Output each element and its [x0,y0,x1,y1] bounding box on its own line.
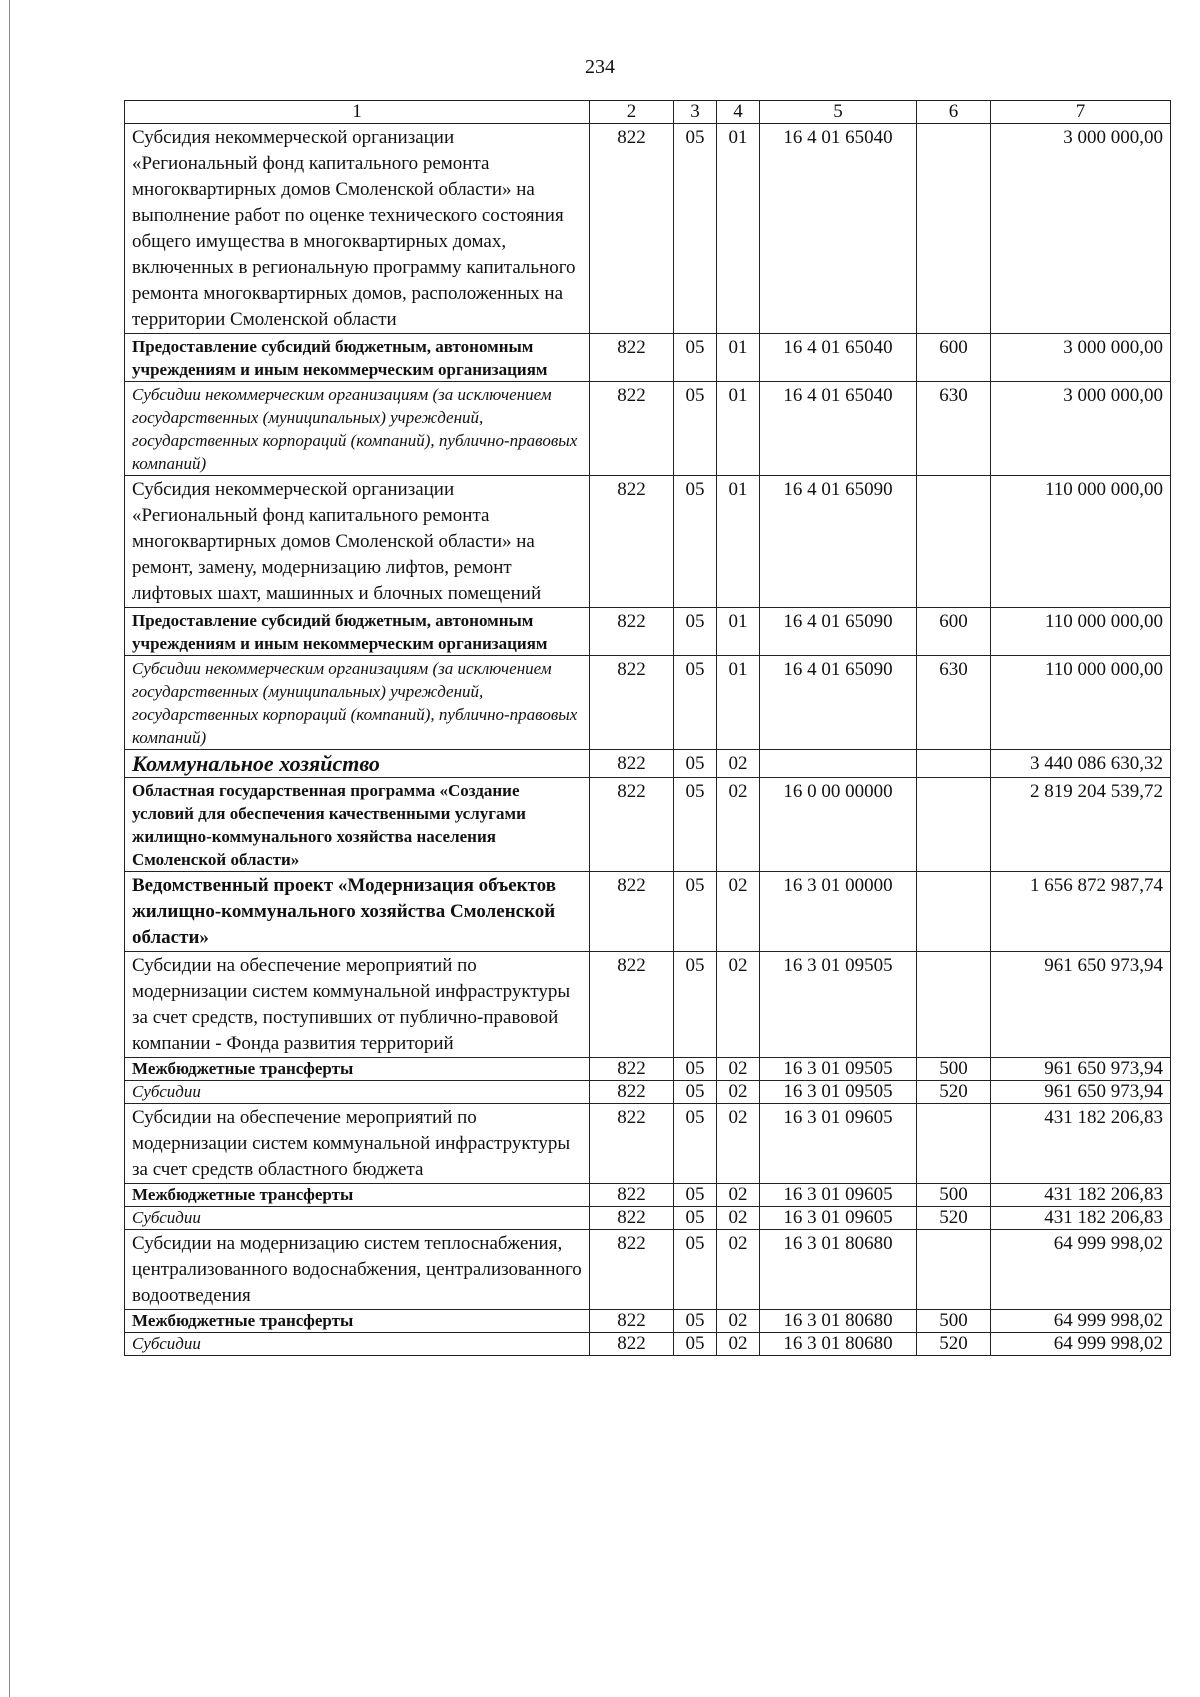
row-subsection-code: 02 [717,1310,760,1333]
row-subsection-code: 02 [717,1104,760,1184]
table-row [125,1081,1171,1104]
row-description: Субсидия некоммерческой организации «Региональный фонд капитального ремонта многоквартирных домов Смоленской области» на выполнение работ по оценке технического состояния общего имущества в многоквартирных домах, включенных в региональную программу капитального ремонта многоквартирных домов, расположенных на территории Смоленской области [125,124,590,334]
row-target-article: 16 4 01 65090 [760,656,917,750]
row-ministry-code: 822 [590,750,674,778]
row-ministry-code: 822 [590,1104,674,1184]
row-description: Субсидии некоммерческим организациям (за исключением государственных (муниципальных) учреждений, государственных корпораций (компаний), публично-правовых компаний) [125,382,590,476]
row-subsection-code: 02 [717,952,760,1058]
row-ministry-code: 822 [590,382,674,476]
table-row [125,608,1171,656]
row-target-article: 16 3 01 80680 [760,1310,917,1333]
row-expense-type [917,124,991,334]
row-target-article: 16 3 01 09505 [760,952,917,1058]
row-ministry-code: 822 [590,1230,674,1310]
column-header: 7 [991,101,1171,124]
row-amount: 961 650 973,94 [991,952,1171,1058]
row-amount: 961 650 973,94 [991,1058,1171,1081]
table-row [125,334,1171,382]
row-subsection-code: 02 [717,1184,760,1207]
row-description: Субсидии некоммерческим организациям (за исключением государственных (муниципальных) учреждений, государственных корпораций (компаний), публично-правовых компаний) [125,656,590,750]
row-section-code: 05 [674,1058,717,1081]
row-subsection-code: 02 [717,1081,760,1104]
row-subsection-code: 01 [717,382,760,476]
row-section-code: 05 [674,872,717,952]
row-section-code: 05 [674,750,717,778]
row-description: Предоставление субсидий бюджетным, автономным учреждениям и иным некоммерческим организациям [125,608,590,656]
row-expense-type: 520 [917,1207,991,1230]
row-amount: 431 182 206,83 [991,1104,1171,1184]
row-expense-type: 500 [917,1310,991,1333]
row-section-code: 05 [674,1081,717,1104]
row-ministry-code: 822 [590,1310,674,1333]
table-row [125,382,1171,476]
row-subsection-code: 01 [717,608,760,656]
scan-margin-line [9,0,10,1697]
row-expense-type: 500 [917,1058,991,1081]
table-row [125,1310,1171,1333]
row-amount: 110 000 000,00 [991,476,1171,608]
row-ministry-code: 822 [590,608,674,656]
row-description: Субсидии на обеспечение мероприятий по модернизации систем коммунальной инфраструктуры за счет средств, поступивших от публично-правовой компании - Фонда развития территорий [125,952,590,1058]
row-expense-type [917,1230,991,1310]
row-subsection-code: 02 [717,778,760,872]
row-target-article: 16 3 01 09505 [760,1081,917,1104]
row-section-code: 05 [674,1230,717,1310]
row-ministry-code: 822 [590,1333,674,1356]
row-expense-type [917,872,991,952]
page-number: 234 [585,56,615,78]
row-ministry-code: 822 [590,778,674,872]
row-expense-type: 520 [917,1333,991,1356]
table-row [125,872,1171,952]
table-row [125,1230,1171,1310]
row-subsection-code: 02 [717,872,760,952]
row-section-code: 05 [674,1333,717,1356]
row-target-article: 16 0 00 00000 [760,778,917,872]
row-ministry-code: 822 [590,872,674,952]
row-section-code: 05 [674,334,717,382]
row-ministry-code: 822 [590,1184,674,1207]
column-header: 2 [590,101,674,124]
row-target-article: 16 3 01 09605 [760,1184,917,1207]
row-subsection-code: 01 [717,476,760,608]
row-amount: 3 440 086 630,32 [991,750,1171,778]
row-target-article: 16 3 01 00000 [760,872,917,952]
table-row [125,750,1171,778]
column-header: 4 [717,101,760,124]
row-amount: 64 999 998,02 [991,1230,1171,1310]
row-subsection-code: 01 [717,334,760,382]
row-section-code: 05 [674,124,717,334]
row-subsection-code: 02 [717,1230,760,1310]
row-expense-type [917,1104,991,1184]
row-amount: 961 650 973,94 [991,1081,1171,1104]
row-section-code: 05 [674,1310,717,1333]
row-section-code: 05 [674,1104,717,1184]
row-ministry-code: 822 [590,476,674,608]
table-row [125,1184,1171,1207]
row-description: Межбюджетные трансферты [125,1184,590,1207]
row-amount: 110 000 000,00 [991,608,1171,656]
row-expense-type: 520 [917,1081,991,1104]
row-ministry-code: 822 [590,1058,674,1081]
row-ministry-code: 822 [590,124,674,334]
row-target-article: 16 3 01 80680 [760,1230,917,1310]
row-description: Областная государственная программа «Создание условий для обеспечения качественными услугами жилищно-коммунального хозяйства населения Смоленской области» [125,778,590,872]
row-description: Субсидия некоммерческой организации «Региональный фонд капитального ремонта многоквартирных домов Смоленской области» на ремонт, замену, модернизацию лифтов, ремонт лифтовых шахт, машинных и блочных помещений [125,476,590,608]
row-target-article: 16 4 01 65040 [760,334,917,382]
row-description: Ведомственный проект «Модернизация объектов жилищно-коммунального хозяйства Смоленской области» [125,872,590,952]
column-header: 1 [125,101,590,124]
table-row [125,476,1171,608]
row-amount: 3 000 000,00 [991,334,1171,382]
budget-table [124,100,1171,1356]
row-expense-type [917,750,991,778]
row-section-code: 05 [674,476,717,608]
row-amount: 431 182 206,83 [991,1207,1171,1230]
row-target-article: 16 3 01 09605 [760,1207,917,1230]
row-ministry-code: 822 [590,656,674,750]
table-row [125,1333,1171,1356]
row-subsection-code: 02 [717,1207,760,1230]
row-amount: 3 000 000,00 [991,124,1171,334]
row-expense-type: 630 [917,382,991,476]
column-header: 5 [760,101,917,124]
row-section-code: 05 [674,952,717,1058]
column-header: 3 [674,101,717,124]
row-target-article: 16 3 01 09605 [760,1104,917,1184]
row-expense-type [917,476,991,608]
row-description: Субсидии [125,1333,590,1356]
row-ministry-code: 822 [590,1081,674,1104]
table-row [125,1104,1171,1184]
row-description: Субсидии [125,1207,590,1230]
row-target-article: 16 3 01 80680 [760,1333,917,1356]
row-ministry-code: 822 [590,1207,674,1230]
row-ministry-code: 822 [590,952,674,1058]
row-expense-type [917,952,991,1058]
row-section-code: 05 [674,1184,717,1207]
table-row [125,124,1171,334]
row-section-code: 05 [674,1207,717,1230]
row-amount: 64 999 998,02 [991,1310,1171,1333]
row-description: Субсидии на модернизацию систем теплоснабжения, централизованного водоснабжения, централизованного водоотведения [125,1230,590,1310]
row-expense-type [917,778,991,872]
row-description: Субсидии [125,1081,590,1104]
row-subsection-code: 01 [717,656,760,750]
row-description: Предоставление субсидий бюджетным, автономным учреждениям и иным некоммерческим организациям [125,334,590,382]
row-amount: 1 656 872 987,74 [991,872,1171,952]
row-expense-type: 600 [917,608,991,656]
row-amount: 431 182 206,83 [991,1184,1171,1207]
row-subsection-code: 02 [717,750,760,778]
row-section-code: 05 [674,656,717,750]
row-amount: 2 819 204 539,72 [991,778,1171,872]
row-subsection-code: 01 [717,124,760,334]
row-target-article: 16 4 01 65090 [760,476,917,608]
row-amount: 110 000 000,00 [991,656,1171,750]
row-expense-type: 630 [917,656,991,750]
table-row [125,778,1171,872]
row-amount: 3 000 000,00 [991,382,1171,476]
row-section-code: 05 [674,382,717,476]
table-row [125,656,1171,750]
row-subsection-code: 02 [717,1058,760,1081]
row-subsection-code: 02 [717,1333,760,1356]
table-row [125,1058,1171,1081]
column-numbers-row [125,101,1171,124]
table-row [125,952,1171,1058]
row-target-article: 16 3 01 09505 [760,1058,917,1081]
row-ministry-code: 822 [590,334,674,382]
row-section-code: 05 [674,778,717,872]
column-header: 6 [917,101,991,124]
row-expense-type: 500 [917,1184,991,1207]
row-description: Субсидии на обеспечение мероприятий по модернизации систем коммунальной инфраструктуры за счет средств областного бюджета [125,1104,590,1184]
row-target-article [760,750,917,778]
row-amount: 64 999 998,02 [991,1333,1171,1356]
row-description: Коммунальное хозяйство [125,750,590,778]
row-expense-type: 600 [917,334,991,382]
table-row [125,1207,1171,1230]
row-target-article: 16 4 01 65090 [760,608,917,656]
row-target-article: 16 4 01 65040 [760,124,917,334]
row-description: Межбюджетные трансферты [125,1058,590,1081]
row-target-article: 16 4 01 65040 [760,382,917,476]
row-section-code: 05 [674,608,717,656]
row-description: Межбюджетные трансферты [125,1310,590,1333]
